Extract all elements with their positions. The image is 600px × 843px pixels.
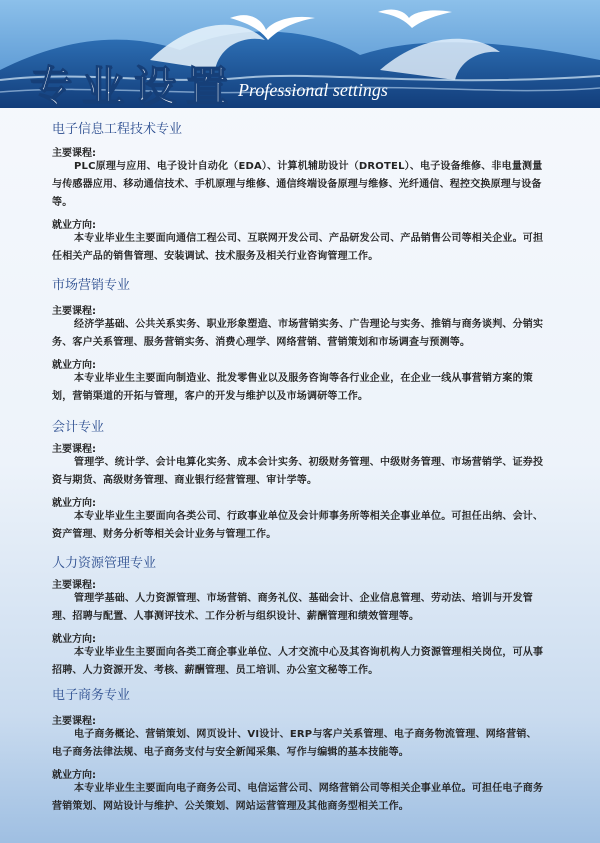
jobs-label: 就业方向: (52, 360, 96, 371)
jobs-text: 本专业毕业生主要面向各类公司、行政事业单位及会计师事务所等相关企事业单位。可担任出纳、会计、资产管理、财务分析等相关会计业务与管理工作。 (52, 511, 544, 540)
courses-text: 管理学、统计学、会计电算化实务、成本会计实务、初级财务管理、中级财务管理、市场营销学、证券投资与期货、高级财务管理、商业银行经营管理、审计学等。 (52, 457, 544, 486)
jobs-text: 本专业毕业生主要面向通信工程公司、互联网开发公司、产品研发公司、产品销售公司等相关企业。可担任相关产品的销售管理、安装调试、技术服务及相关行业咨询管理工作。 (52, 233, 544, 262)
courses-label: 主要课程: (52, 580, 96, 591)
jobs-text: 本专业毕业生主要面向电子商务公司、电信运营公司、网络营销公司等相关企事业单位。可担任电子商务营销策划、网站设计与维护、公关策划、网站运营管理及其他商务型相关工作。 (52, 783, 544, 812)
section-title: 人力资源管理专业 (52, 555, 157, 570)
jobs-label: 就业方向: (52, 770, 96, 781)
header-banner (0, 0, 600, 108)
jobs-label: 就业方向: (52, 634, 96, 645)
jobs-label: 就业方向: (52, 498, 96, 509)
courses-label: 主要课程: (52, 716, 96, 727)
courses-label: 主要课程: (52, 444, 96, 455)
section-title: 电子信息工程技术专业 (52, 121, 183, 136)
courses-text: 经济学基础、公共关系实务、职业形象塑造、市场营销实务、广告理论与实务、推销与商务谈判、分销实务、客户关系管理、服务营销实务、消费心理学、网络营销、营销策划和市场调查与预测等。 (52, 319, 544, 348)
courses-label: 主要课程: (52, 306, 96, 317)
content-area (0, 108, 600, 843)
section-title: 电子商务专业 (52, 687, 131, 702)
courses-text: 管理学基础、人力资源管理、市场营销、商务礼仪、基础会计、企业信息管理、劳动法、培训与开发管理、招聘与配置、人事测评技术、工作分析与组织设计、薪酬管理和绩效管理等。 (52, 593, 533, 622)
jobs-label: 就业方向: (52, 220, 96, 231)
page-subtitle: Professional settings (238, 80, 388, 100)
courses-label: 主要课程: (52, 148, 96, 159)
jobs-text: 本专业毕业生主要面向各类工商企事业单位、人才交流中心及其咨询机构人力资源管理相关岗位，可从事招聘、人力资源开发、考核、薪酬管理、员工培训、办公室文秘等工作。 (52, 647, 544, 676)
page-title: 专业设置 (30, 62, 239, 108)
section-title: 会计专业 (52, 419, 105, 434)
courses-text: PLC原理与应用、电子设计自动化（EDA）、计算机辅助设计（DROTEL）、电子设备维修、非电量测量与传感器应用、移动通信技术、手机原理与维修、通信终端设备原理与维修、光纤通信、程控交换原理与设备等。 (52, 161, 543, 208)
section-title: 市场营销专业 (52, 277, 131, 292)
courses-text: 电子商务概论、营销策划、网页设计、VI设计、ERP与客户关系管理、电子商务物流管理、网络营销、电子商务法律法规、电子商务支付与安全新闻采集、写作与编辑的基本技能等。 (52, 729, 537, 758)
jobs-text: 本专业毕业生主要面向制造业、批发零售业以及服务咨询等各行业企业，在企业一线从事营销方案的策划，营销渠道的开拓与管理，客户的开发与维护以及市场调研等工作。 (52, 373, 533, 402)
